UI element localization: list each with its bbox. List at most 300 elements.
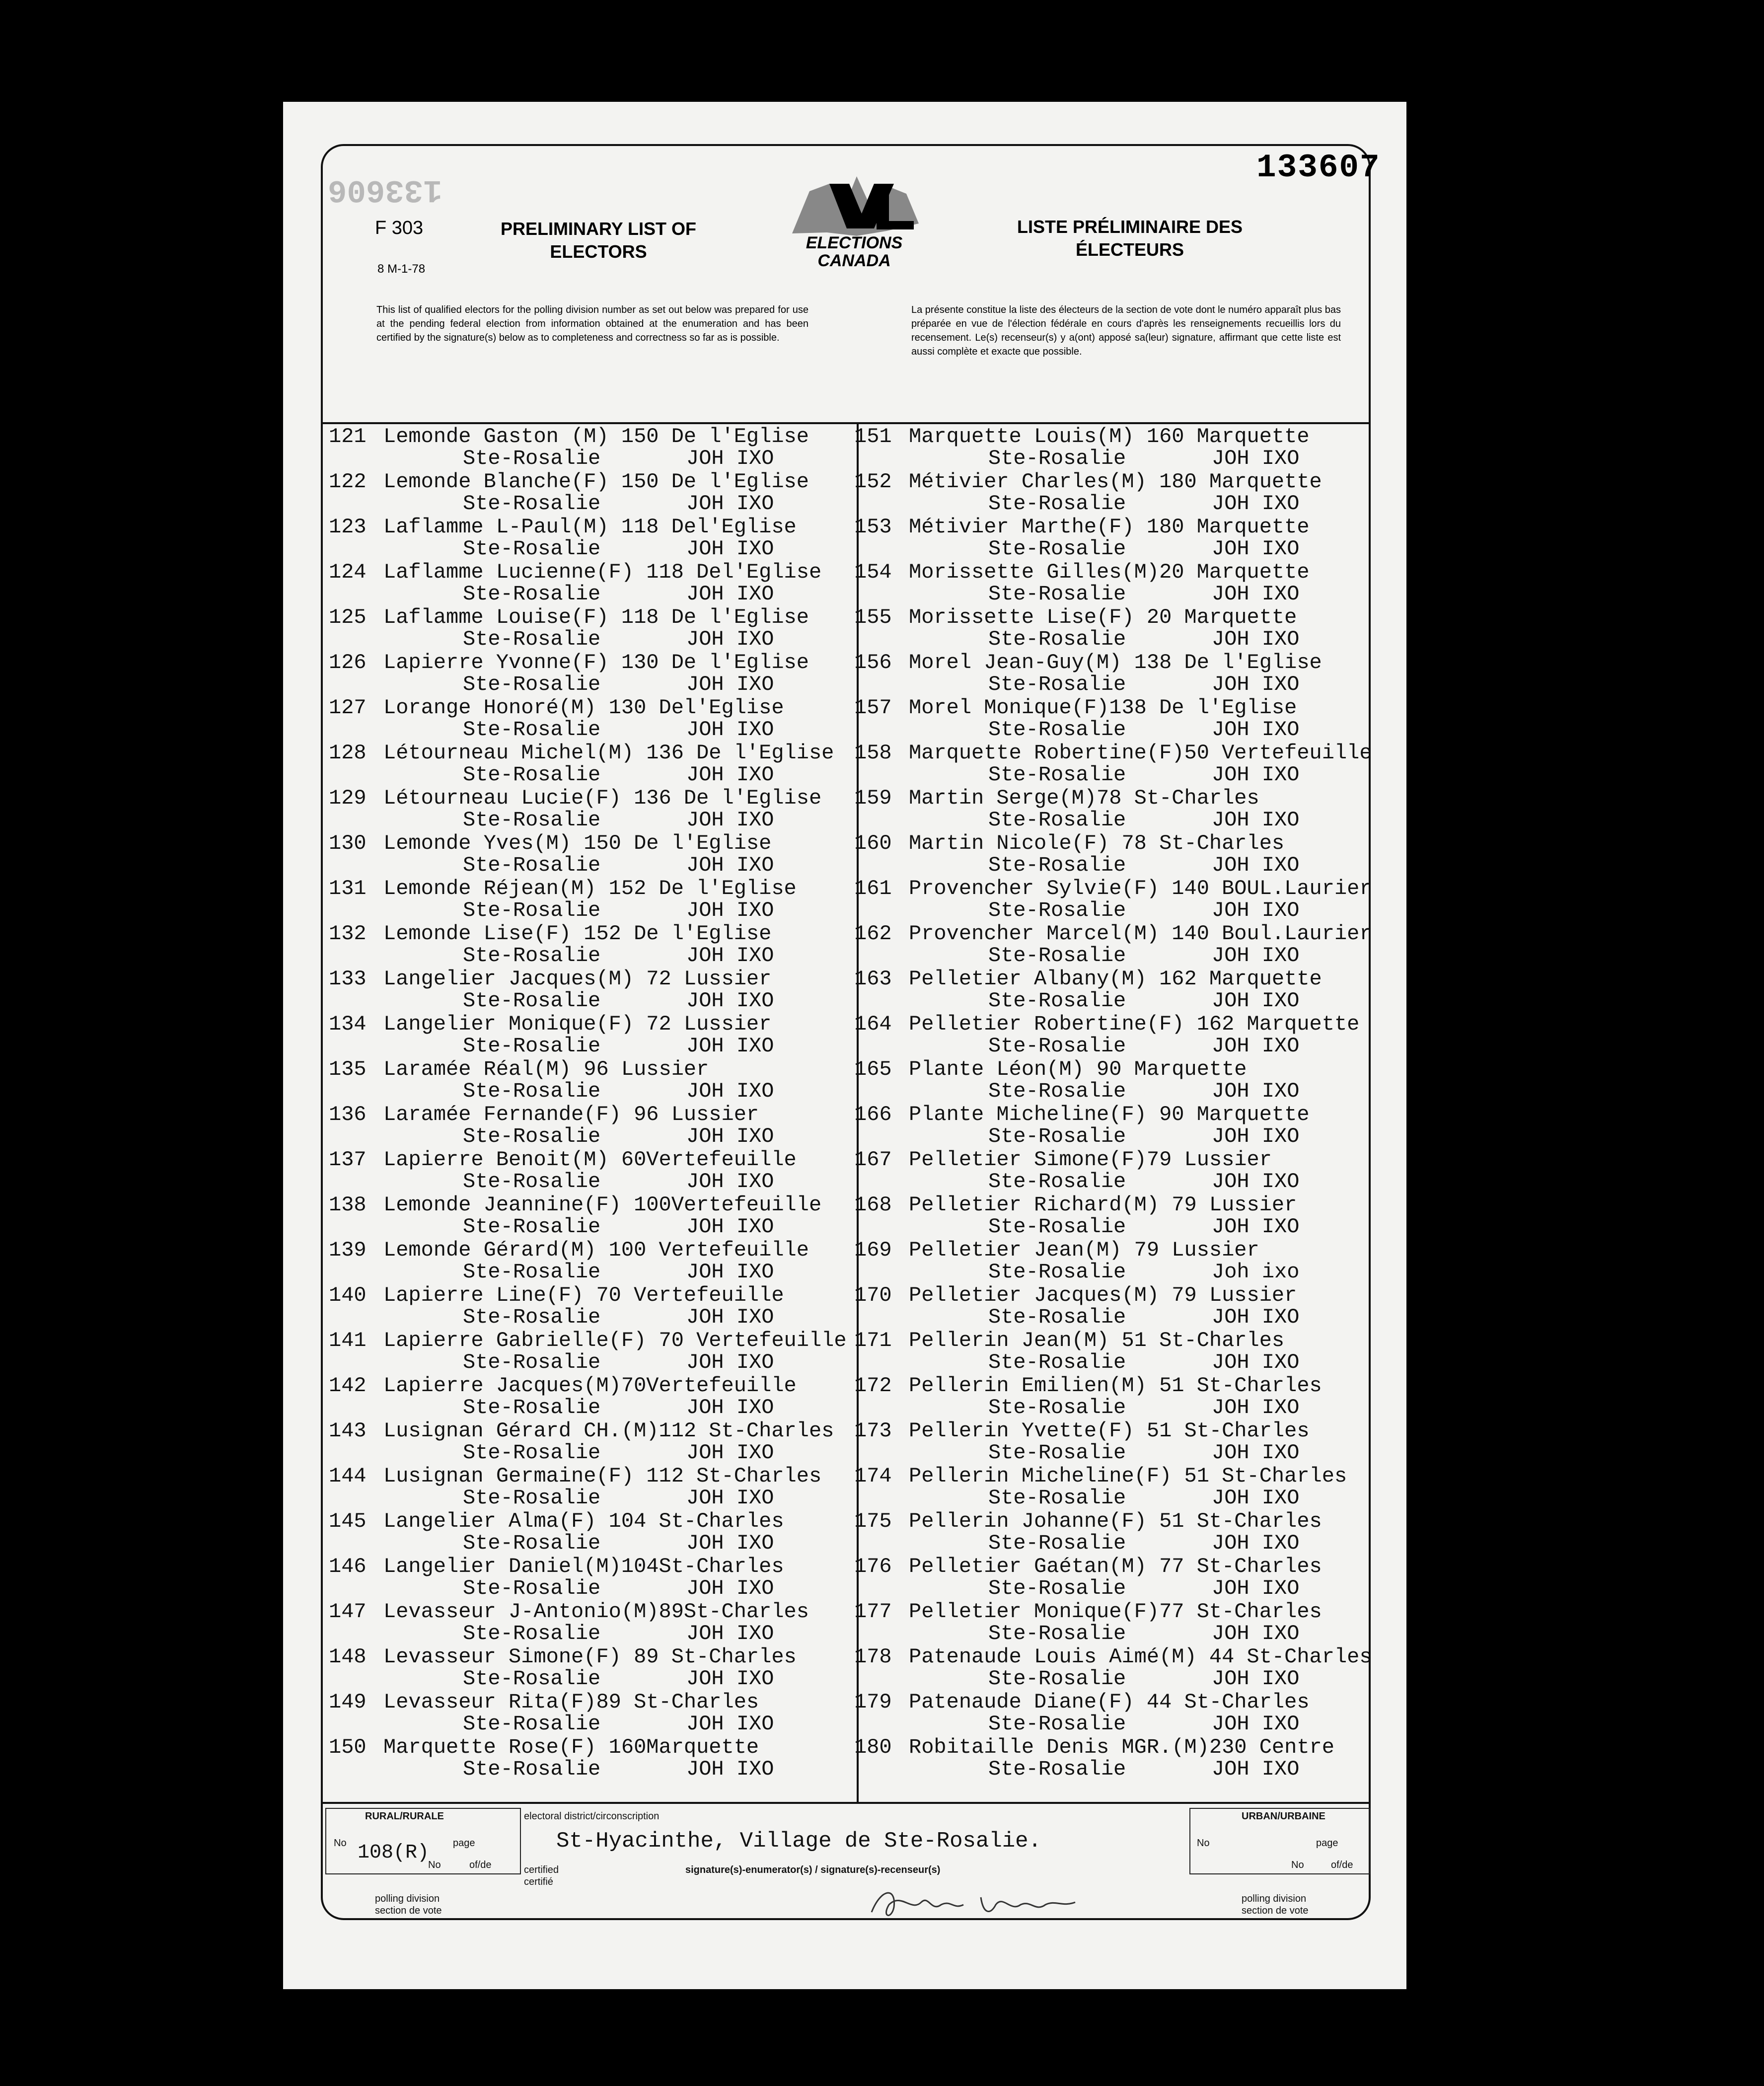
elector-postal-code: JOH IXO bbox=[1212, 1034, 1300, 1058]
elector-postal-code: JOH IXO bbox=[686, 1079, 774, 1103]
elector-name-address: Lapierre Yvonne(F) 130 De l'Eglise bbox=[383, 651, 809, 674]
elector-number: 149 bbox=[329, 1690, 367, 1714]
elector-name-address: Marquette Rose(F) 160Marquette bbox=[383, 1735, 759, 1759]
elector-city: Ste-Rosalie bbox=[463, 1034, 601, 1058]
elector-postal-code: JOH IXO bbox=[686, 1170, 774, 1193]
elector-number: 145 bbox=[329, 1509, 367, 1533]
elector-postal-code: JOH IXO bbox=[686, 1441, 774, 1465]
elector-postal-code: JOH IXO bbox=[1212, 1170, 1300, 1193]
elector-number: 148 bbox=[329, 1645, 367, 1669]
elector-city: Ste-Rosalie bbox=[463, 1124, 601, 1148]
elector-entry bbox=[854, 1329, 1371, 1374]
elector-entry bbox=[329, 1057, 855, 1103]
elector-city: Ste-Rosalie bbox=[463, 718, 601, 742]
elector-name-address: Patenaude Diane(F) 44 St-Charles bbox=[909, 1690, 1310, 1714]
elector-entry bbox=[854, 922, 1371, 967]
elector-entry bbox=[854, 967, 1371, 1012]
elector-name-address: Lapierre Benoit(M) 60Vertefeuille bbox=[383, 1148, 797, 1172]
electors-column-right bbox=[854, 425, 1371, 1781]
elector-city: Ste-Rosalie bbox=[463, 808, 601, 832]
elector-name-address: Létourneau Michel(M) 136 De l'Eglise bbox=[383, 741, 834, 765]
certified-label: certified bbox=[524, 1864, 559, 1875]
elector-postal-code: JOH IXO bbox=[1212, 1531, 1300, 1555]
elector-city: Ste-Rosalie bbox=[988, 1486, 1126, 1510]
elector-entry bbox=[854, 741, 1371, 786]
elector-city: Ste-Rosalie bbox=[463, 1079, 601, 1103]
elector-name-address: Pelletier Richard(M) 79 Lussier bbox=[909, 1193, 1297, 1217]
elector-number: 168 bbox=[854, 1193, 892, 1217]
elector-city: Ste-Rosalie bbox=[988, 898, 1126, 922]
elector-number: 124 bbox=[329, 560, 367, 584]
elector-number: 164 bbox=[854, 1012, 892, 1036]
elector-entry bbox=[854, 1645, 1371, 1690]
elector-city: Ste-Rosalie bbox=[988, 1757, 1126, 1781]
elector-city: Ste-Rosalie bbox=[988, 1576, 1126, 1600]
elector-name-address: Lapierre Line(F) 70 Vertefeuille bbox=[383, 1283, 784, 1307]
elector-number: 157 bbox=[854, 696, 892, 720]
elector-name-address: Plante Micheline(F) 90 Marquette bbox=[909, 1103, 1310, 1126]
elector-postal-code: JOH IXO bbox=[1212, 1441, 1300, 1465]
elector-entry bbox=[329, 1645, 855, 1690]
elector-number: 133 bbox=[329, 967, 367, 991]
elector-number: 154 bbox=[854, 560, 892, 584]
elector-postal-code: JOH IXO bbox=[1212, 989, 1300, 1013]
elector-number: 134 bbox=[329, 1012, 367, 1036]
elector-city: Ste-Rosalie bbox=[988, 1215, 1126, 1239]
elector-city: Ste-Rosalie bbox=[988, 537, 1126, 561]
elector-city: Ste-Rosalie bbox=[988, 853, 1126, 877]
elector-number: 175 bbox=[854, 1509, 892, 1533]
elector-city: Ste-Rosalie bbox=[463, 1486, 601, 1510]
elector-city: Ste-Rosalie bbox=[988, 808, 1126, 832]
elector-postal-code: JOH IXO bbox=[1212, 718, 1300, 742]
elector-postal-code: JOH IXO bbox=[686, 537, 774, 561]
elector-name-address: Morel Monique(F)138 De l'Eglise bbox=[909, 696, 1297, 720]
elector-number: 121 bbox=[329, 425, 367, 448]
elector-city: Ste-Rosalie bbox=[463, 447, 601, 470]
elector-number: 131 bbox=[329, 877, 367, 900]
elector-name-address: Plante Léon(M) 90 Marquette bbox=[909, 1057, 1247, 1081]
elector-number: 171 bbox=[854, 1329, 892, 1352]
elector-postal-code: JOH IXO bbox=[1212, 1667, 1300, 1691]
elector-postal-code: JOH IXO bbox=[1212, 1124, 1300, 1148]
elector-name-address: Laflamme L-Paul(M) 118 Del'Eglise bbox=[383, 515, 797, 539]
elector-entry bbox=[329, 967, 855, 1012]
elector-postal-code: JOH IXO bbox=[1212, 1576, 1300, 1600]
elector-number: 147 bbox=[329, 1600, 367, 1624]
elector-name-address: Pelletier Albany(M) 162 Marquette bbox=[909, 967, 1322, 991]
elector-name-address: Létourneau Lucie(F) 136 De l'Eglise bbox=[383, 786, 822, 810]
elector-city: Ste-Rosalie bbox=[988, 1260, 1126, 1284]
footer-divider bbox=[323, 1802, 1369, 1804]
elector-entry bbox=[329, 1193, 855, 1238]
rural-of-label: of/de bbox=[469, 1860, 492, 1870]
elector-entry bbox=[329, 1238, 855, 1283]
elector-postal-code: JOH IXO bbox=[686, 1305, 774, 1329]
elector-name-address: Martin Nicole(F) 78 St-Charles bbox=[909, 831, 1285, 855]
elector-name-address: Métivier Marthe(F) 180 Marquette bbox=[909, 515, 1310, 539]
elector-city: Ste-Rosalie bbox=[988, 1712, 1126, 1736]
elector-entry bbox=[329, 741, 855, 786]
rural-no-label: No bbox=[334, 1838, 347, 1849]
elector-entry bbox=[329, 1419, 855, 1464]
elector-postal-code: JOH IXO bbox=[1212, 763, 1300, 787]
urban-of-label: of/de bbox=[1331, 1860, 1353, 1870]
elector-name-address: Pelletier Gaétan(M) 77 St-Charles bbox=[909, 1555, 1322, 1578]
elector-city: Ste-Rosalie bbox=[463, 989, 601, 1013]
elector-name-address: Marquette Robertine(F)50 Vertefeuille bbox=[909, 741, 1372, 765]
section-vote-label-right: section de vote bbox=[1242, 1905, 1309, 1916]
elector-entry bbox=[329, 1464, 855, 1509]
elector-city: Ste-Rosalie bbox=[463, 1260, 601, 1284]
elector-entry bbox=[854, 1012, 1371, 1057]
svg-text:CANADA: CANADA bbox=[817, 251, 891, 270]
elector-name-address: Levasseur Rita(F)89 St-Charles bbox=[383, 1690, 759, 1714]
elector-number: 167 bbox=[854, 1148, 892, 1172]
elector-number: 151 bbox=[854, 425, 892, 448]
elector-postal-code: JOH IXO bbox=[1212, 1215, 1300, 1239]
elector-postal-code: JOH IXO bbox=[1212, 1079, 1300, 1103]
elector-postal-code: JOH IXO bbox=[686, 763, 774, 787]
elector-city: Ste-Rosalie bbox=[988, 447, 1126, 470]
mirrored-serial-number: 133606 bbox=[328, 171, 442, 207]
elector-number: 129 bbox=[329, 786, 367, 810]
elector-name-address: Morissette Lise(F) 20 Marquette bbox=[909, 605, 1297, 629]
elector-number: 176 bbox=[854, 1555, 892, 1578]
elector-city: Ste-Rosalie bbox=[463, 1757, 601, 1781]
elector-name-address: Langelier Daniel(M)104St-Charles bbox=[383, 1555, 784, 1578]
elector-postal-code: JOH IXO bbox=[1212, 672, 1300, 696]
elector-postal-code: JOH IXO bbox=[686, 582, 774, 606]
elector-entry bbox=[854, 1193, 1371, 1238]
urban-label: URBAN/URBAINE bbox=[1242, 1811, 1325, 1822]
elector-name-address: Patenaude Louis Aimé(M) 44 St-Charles bbox=[909, 1645, 1372, 1669]
elector-number: 160 bbox=[854, 831, 892, 855]
elector-number: 153 bbox=[854, 515, 892, 539]
elector-city: Ste-Rosalie bbox=[463, 627, 601, 651]
elector-postal-code: JOH IXO bbox=[686, 989, 774, 1013]
elector-number: 162 bbox=[854, 922, 892, 946]
elector-name-address: Pellerin Yvette(F) 51 St-Charles bbox=[909, 1419, 1310, 1443]
elector-entry bbox=[329, 786, 855, 831]
elector-name-address: Langelier Monique(F) 72 Lussier bbox=[383, 1012, 772, 1036]
form-number: F 303 bbox=[375, 218, 424, 238]
elector-city: Ste-Rosalie bbox=[988, 1667, 1126, 1691]
elector-number: 150 bbox=[329, 1735, 367, 1759]
polling-division-label-left: polling division bbox=[375, 1893, 440, 1904]
elector-entry bbox=[854, 651, 1371, 696]
elector-entry bbox=[329, 515, 855, 560]
elector-name-address: Martin Serge(M)78 St-Charles bbox=[909, 786, 1259, 810]
elector-postal-code: JOH IXO bbox=[686, 718, 774, 742]
elector-postal-code: JOH IXO bbox=[1212, 1350, 1300, 1374]
elector-postal-code: JOH IXO bbox=[1212, 1622, 1300, 1645]
elector-name-address: Morissette Gilles(M)20 Marquette bbox=[909, 560, 1310, 584]
elector-entry bbox=[854, 1148, 1371, 1193]
rural-label: RURAL/RURALE bbox=[365, 1811, 444, 1822]
elector-postal-code: JOH IXO bbox=[686, 944, 774, 968]
elector-city: Ste-Rosalie bbox=[988, 1170, 1126, 1193]
elector-entry bbox=[854, 1103, 1371, 1148]
elector-postal-code: JOH IXO bbox=[686, 627, 774, 651]
elector-city: Ste-Rosalie bbox=[463, 537, 601, 561]
elector-name-address: Laramée Fernande(F) 96 Lussier bbox=[383, 1103, 759, 1126]
elector-entry bbox=[329, 1103, 855, 1148]
rural-page-no-label: No bbox=[428, 1860, 441, 1870]
elector-name-address: Lemonde Blanche(F) 150 De l'Eglise bbox=[383, 470, 809, 494]
elector-number: 138 bbox=[329, 1193, 367, 1217]
elector-name-address: Lemonde Yves(M) 150 De l'Eglise bbox=[383, 831, 772, 855]
elector-name-address: Pellerin Jean(M) 51 St-Charles bbox=[909, 1329, 1285, 1352]
elector-number: 143 bbox=[329, 1419, 367, 1443]
elector-name-address: Lusignan Gérard CH.(M)112 St-Charles bbox=[383, 1419, 834, 1443]
elector-city: Ste-Rosalie bbox=[463, 1170, 601, 1193]
header-divider bbox=[323, 422, 1369, 424]
elector-postal-code: JOH IXO bbox=[686, 1667, 774, 1691]
elector-entry bbox=[329, 1690, 855, 1735]
elector-entry bbox=[329, 560, 855, 605]
elector-entry bbox=[329, 922, 855, 967]
elector-number: 177 bbox=[854, 1600, 892, 1624]
elector-name-address: Laflamme Louise(F) 118 De l'Eglise bbox=[383, 605, 809, 629]
elector-entry bbox=[329, 425, 855, 470]
elector-name-address: Laflamme Lucienne(F) 118 Del'Eglise bbox=[383, 560, 822, 584]
elector-name-address: Lemonde Lise(F) 152 De l'Eglise bbox=[383, 922, 772, 946]
elector-entry bbox=[854, 560, 1371, 605]
elector-city: Ste-Rosalie bbox=[988, 627, 1126, 651]
elector-city: Ste-Rosalie bbox=[463, 1712, 601, 1736]
elector-postal-code: JOH IXO bbox=[1212, 853, 1300, 877]
elector-entry bbox=[329, 1148, 855, 1193]
elector-city: Ste-Rosalie bbox=[463, 1396, 601, 1419]
district-label: electoral district/circonscription bbox=[524, 1811, 660, 1822]
elector-number: 170 bbox=[854, 1283, 892, 1307]
elector-postal-code: JOH IXO bbox=[1212, 537, 1300, 561]
svg-text:ELECTIONS: ELECTIONS bbox=[806, 233, 903, 252]
elector-number: 166 bbox=[854, 1103, 892, 1126]
elector-number: 128 bbox=[329, 741, 367, 765]
elector-number: 126 bbox=[329, 651, 367, 674]
elector-entry bbox=[854, 1374, 1371, 1419]
elector-city: Ste-Rosalie bbox=[988, 1622, 1126, 1645]
elector-postal-code: JOH IXO bbox=[686, 492, 774, 516]
urban-page-no-label: No bbox=[1291, 1860, 1304, 1870]
elector-postal-code: JOH IXO bbox=[1212, 898, 1300, 922]
section-vote-label-left: section de vote bbox=[375, 1905, 442, 1916]
elector-name-address: Pelletier Jean(M) 79 Lussier bbox=[909, 1238, 1259, 1262]
electors-column-left bbox=[329, 425, 855, 1781]
elector-postal-code: JOH IXO bbox=[686, 1215, 774, 1239]
elector-number: 123 bbox=[329, 515, 367, 539]
elector-entry bbox=[854, 831, 1371, 877]
elector-city: Ste-Rosalie bbox=[463, 1667, 601, 1691]
elector-number: 141 bbox=[329, 1329, 367, 1352]
elector-postal-code: JOH IXO bbox=[686, 672, 774, 696]
elector-postal-code: JOH IXO bbox=[686, 1576, 774, 1600]
elector-name-address: Pelletier Simone(F)79 Lussier bbox=[909, 1148, 1272, 1172]
elector-entry bbox=[854, 470, 1371, 515]
elector-entry bbox=[854, 877, 1371, 922]
elector-name-address: Lusignan Germaine(F) 112 St-Charles bbox=[383, 1464, 822, 1488]
elector-name-address: Levasseur Simone(F) 89 St-Charles bbox=[383, 1645, 797, 1669]
urban-page-label: page bbox=[1316, 1838, 1338, 1849]
elector-city: Ste-Rosalie bbox=[988, 582, 1126, 606]
elector-postal-code: JOH IXO bbox=[1212, 1757, 1300, 1781]
elector-name-address: Métivier Charles(M) 180 Marquette bbox=[909, 470, 1322, 494]
elector-entry bbox=[854, 1238, 1371, 1283]
elector-number: 125 bbox=[329, 605, 367, 629]
polling-division-label-right: polling division bbox=[1242, 1893, 1307, 1904]
elector-number: 169 bbox=[854, 1238, 892, 1262]
elector-postal-code: JOH IXO bbox=[1212, 808, 1300, 832]
elector-city: Ste-Rosalie bbox=[463, 492, 601, 516]
elector-name-address: Lorange Honoré(M) 130 Del'Eglise bbox=[383, 696, 784, 720]
elector-city: Ste-Rosalie bbox=[988, 989, 1126, 1013]
elector-number: 159 bbox=[854, 786, 892, 810]
elector-number: 172 bbox=[854, 1374, 892, 1398]
elector-city: Ste-Rosalie bbox=[988, 1531, 1126, 1555]
elector-postal-code: JOH IXO bbox=[686, 1124, 774, 1148]
elector-city: Ste-Rosalie bbox=[463, 1441, 601, 1465]
elector-city: Ste-Rosalie bbox=[463, 582, 601, 606]
rural-page-label: page bbox=[453, 1838, 475, 1849]
elector-name-address: Lapierre Jacques(M)70Vertefeuille bbox=[383, 1374, 797, 1398]
elector-city: Ste-Rosalie bbox=[463, 944, 601, 968]
certifie-label: certifié bbox=[524, 1876, 553, 1887]
elector-number: 136 bbox=[329, 1103, 367, 1126]
elector-city: Ste-Rosalie bbox=[463, 1305, 601, 1329]
elector-number: 139 bbox=[329, 1238, 367, 1262]
elector-entry bbox=[854, 786, 1371, 831]
elector-city: Ste-Rosalie bbox=[463, 1622, 601, 1645]
elector-postal-code: JOH IXO bbox=[1212, 447, 1300, 470]
elector-name-address: Lemonde Jeannine(F) 100Vertefeuille bbox=[383, 1193, 822, 1217]
elector-city: Ste-Rosalie bbox=[463, 1350, 601, 1374]
elector-number: 158 bbox=[854, 741, 892, 765]
elector-number: 152 bbox=[854, 470, 892, 494]
elector-postal-code: JOH IXO bbox=[1212, 1712, 1300, 1736]
elector-postal-code: JOH IXO bbox=[686, 808, 774, 832]
form-date: 8 M-1-78 bbox=[377, 262, 426, 276]
polling-number: 108(R) bbox=[358, 1842, 430, 1864]
elector-postal-code: JOH IXO bbox=[686, 1034, 774, 1058]
elector-city: Ste-Rosalie bbox=[988, 944, 1126, 968]
elector-city: Ste-Rosalie bbox=[988, 1396, 1126, 1419]
intro-text-english: This list of qualified electors for the polling division number as set out below was prepared for use at the pending federal election from information obtained at the enumeration and has been certified by the signature(s) below as to completeness and correctness so far as is possible. bbox=[376, 304, 808, 343]
elector-city: Ste-Rosalie bbox=[463, 1576, 601, 1600]
elector-number: 144 bbox=[329, 1464, 367, 1488]
enumerator-signature bbox=[867, 1877, 1080, 1927]
urban-no-label: No bbox=[1197, 1838, 1210, 1849]
elector-postal-code: JOH IXO bbox=[686, 1260, 774, 1284]
elector-number: 178 bbox=[854, 1645, 892, 1669]
elector-city: Ste-Rosalie bbox=[988, 718, 1126, 742]
elector-entry bbox=[854, 1464, 1371, 1509]
elector-entry bbox=[329, 696, 855, 741]
elector-entry bbox=[854, 1283, 1371, 1329]
elector-number: 155 bbox=[854, 605, 892, 629]
elector-postal-code: JOH IXO bbox=[686, 1531, 774, 1555]
elector-entry bbox=[329, 1735, 855, 1781]
elector-postal-code: JOH IXO bbox=[686, 898, 774, 922]
elector-postal-code: JOH IXO bbox=[686, 447, 774, 470]
elector-number: 146 bbox=[329, 1555, 367, 1578]
elector-number: 173 bbox=[854, 1419, 892, 1443]
elector-number: 174 bbox=[854, 1464, 892, 1488]
elector-name-address: Marquette Louis(M) 160 Marquette bbox=[909, 425, 1310, 448]
elector-entry bbox=[854, 1057, 1371, 1103]
elector-name-address: Langelier Jacques(M) 72 Lussier bbox=[383, 967, 772, 991]
elector-city: Ste-Rosalie bbox=[988, 492, 1126, 516]
elector-postal-code: JOH IXO bbox=[1212, 1396, 1300, 1419]
elector-postal-code: JOH IXO bbox=[1212, 582, 1300, 606]
elector-name-address: Pellerin Johanne(F) 51 St-Charles bbox=[909, 1509, 1322, 1533]
elector-city: Ste-Rosalie bbox=[988, 1350, 1126, 1374]
elector-postal-code: Joh ixo bbox=[1212, 1260, 1300, 1284]
elector-number: 135 bbox=[329, 1057, 367, 1081]
elector-postal-code: JOH IXO bbox=[1212, 627, 1300, 651]
elector-postal-code: JOH IXO bbox=[686, 1622, 774, 1645]
elector-name-address: Lemonde Réjean(M) 152 De l'Eglise bbox=[383, 877, 797, 900]
elector-name-address: Pellerin Micheline(F) 51 St-Charles bbox=[909, 1464, 1347, 1488]
elector-number: 163 bbox=[854, 967, 892, 991]
elector-number: 122 bbox=[329, 470, 367, 494]
elector-number: 140 bbox=[329, 1283, 367, 1307]
elector-entry bbox=[854, 1555, 1371, 1600]
elector-number: 161 bbox=[854, 877, 892, 900]
elector-postal-code: JOH IXO bbox=[686, 1712, 774, 1736]
elector-postal-code: JOH IXO bbox=[686, 1757, 774, 1781]
elector-name-address: Pelletier Monique(F)77 St-Charles bbox=[909, 1600, 1322, 1624]
elector-entry bbox=[854, 696, 1371, 741]
elector-name-address: Pelletier Jacques(M) 79 Lussier bbox=[909, 1283, 1297, 1307]
elector-city: Ste-Rosalie bbox=[463, 1531, 601, 1555]
elector-entry bbox=[854, 605, 1371, 651]
elector-entry bbox=[329, 1600, 855, 1645]
elector-number: 165 bbox=[854, 1057, 892, 1081]
elector-city: Ste-Rosalie bbox=[988, 1124, 1126, 1148]
elector-entry bbox=[854, 1600, 1371, 1645]
elector-city: Ste-Rosalie bbox=[988, 1305, 1126, 1329]
electoral-district: St-Hyacinthe, Village de Ste-Rosalie. bbox=[556, 1829, 1041, 1854]
elector-name-address: Pelletier Robertine(F) 162 Marquette bbox=[909, 1012, 1360, 1036]
elector-postal-code: JOH IXO bbox=[1212, 1486, 1300, 1510]
elector-number: 180 bbox=[854, 1735, 892, 1759]
elector-city: Ste-Rosalie bbox=[463, 1215, 601, 1239]
elector-entry bbox=[329, 1555, 855, 1600]
title-english: PRELIMINARY LIST OF ELECTORS bbox=[500, 219, 696, 262]
elector-city: Ste-Rosalie bbox=[988, 1034, 1126, 1058]
elector-entry bbox=[854, 1690, 1371, 1735]
elector-entry bbox=[854, 1419, 1371, 1464]
elector-number: 137 bbox=[329, 1148, 367, 1172]
elector-postal-code: JOH IXO bbox=[1212, 1305, 1300, 1329]
elector-entry bbox=[329, 1329, 855, 1374]
elector-name-address: Levasseur J-Antonio(M)89St-Charles bbox=[383, 1600, 809, 1624]
elector-number: 156 bbox=[854, 651, 892, 674]
elector-name-address: Morel Jean-Guy(M) 138 De l'Eglise bbox=[909, 651, 1322, 674]
elector-entry bbox=[329, 877, 855, 922]
elector-entry bbox=[329, 1283, 855, 1329]
elector-entry bbox=[854, 515, 1371, 560]
elector-entry bbox=[329, 1012, 855, 1057]
elector-entry bbox=[854, 1735, 1371, 1781]
elector-postal-code: JOH IXO bbox=[686, 1486, 774, 1510]
elector-number: 127 bbox=[329, 696, 367, 720]
signature-label: signature(s)-enumerator(s) / signature(s)-recenseur(s) bbox=[685, 1864, 941, 1875]
serial-number: 133607 bbox=[1256, 149, 1381, 186]
elector-city: Ste-Rosalie bbox=[988, 1079, 1126, 1103]
